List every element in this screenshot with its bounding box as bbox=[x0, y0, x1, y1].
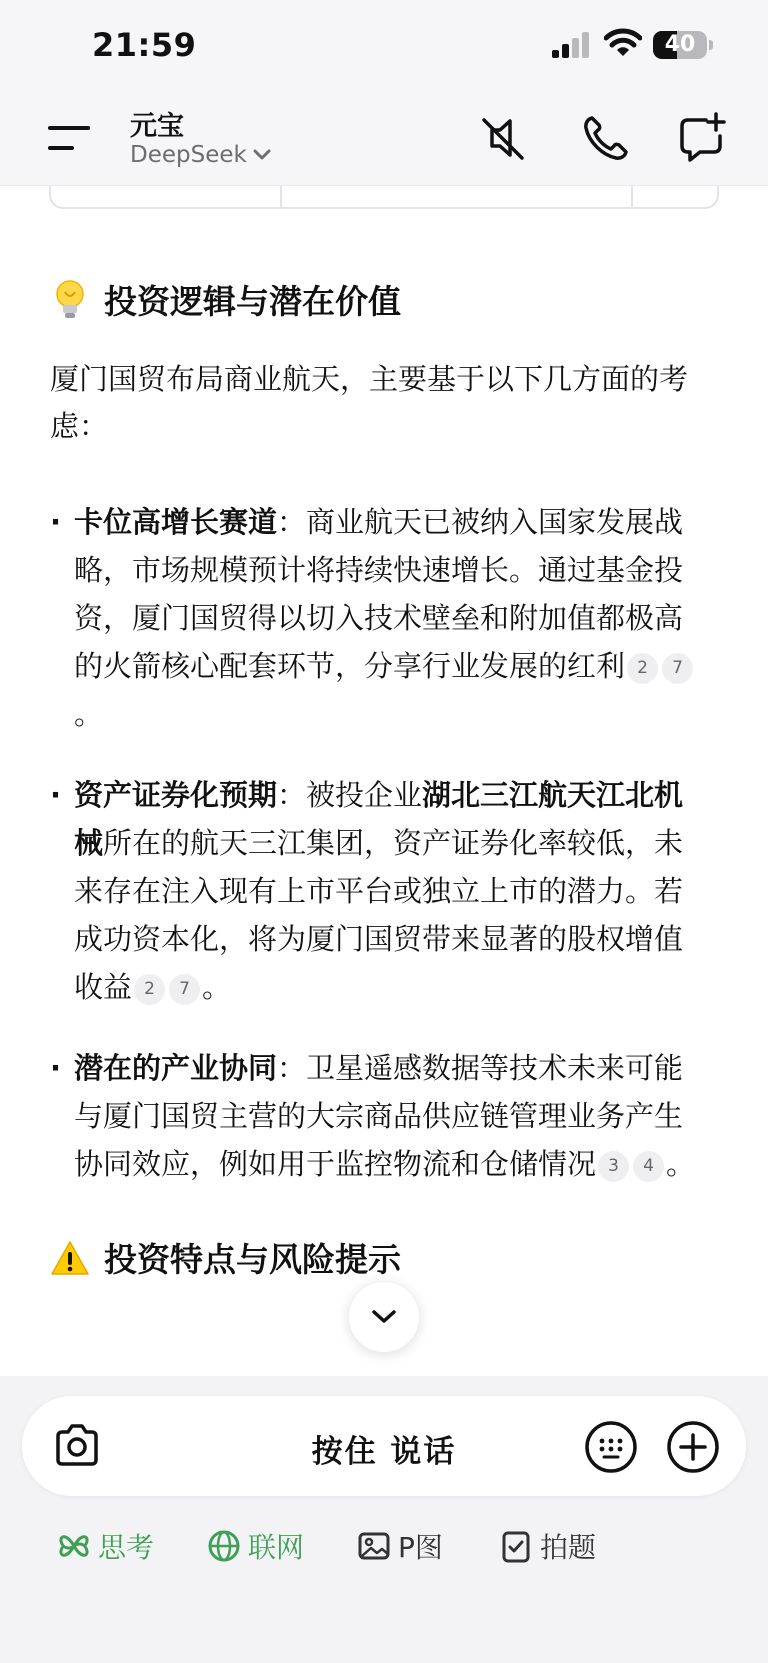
scroll-to-bottom-button[interactable] bbox=[349, 1282, 419, 1352]
chevron-down-icon bbox=[253, 149, 271, 161]
pimg-label: P图 bbox=[398, 1531, 443, 1564]
chevron-down-icon bbox=[371, 1309, 397, 1325]
deep-think-icon bbox=[56, 1528, 92, 1564]
phone-icon[interactable] bbox=[580, 112, 632, 164]
list-item bbox=[50, 771, 710, 1011]
bullet-label: 潜在的产业协同 bbox=[74, 1051, 278, 1085]
section-heading bbox=[50, 276, 401, 323]
photo-q-label: 拍题 bbox=[540, 1531, 597, 1564]
think-toggle[interactable] bbox=[56, 1526, 154, 1566]
battery-icon bbox=[653, 31, 707, 59]
model-name: DeepSeek bbox=[130, 142, 247, 168]
new-chat-icon[interactable] bbox=[676, 112, 728, 164]
citation-badge[interactable]: 3 bbox=[598, 1151, 629, 1182]
cellular-signal-icon bbox=[552, 32, 592, 58]
bullet-text: ：被投企业 bbox=[277, 778, 423, 812]
warning-icon bbox=[50, 1236, 90, 1280]
bullet-text: ：商业航天已被纳入国家发展战略，市场规模预计将持续快速增长。通过基金投资，厦门国贸得以切入技术壁垒和附加值都极高的火箭核心配套环节，分享行业发展的红利 bbox=[74, 505, 684, 683]
status-bar bbox=[0, 0, 768, 90]
bullet-text: ：卫星遥感数据等技术未来可能与厦门国贸主营的大宗商品供应链管理业务产生协同效应，例如用于监控物流和仓储情况 bbox=[74, 1051, 684, 1181]
list-item bbox=[50, 1044, 710, 1188]
image-edit-button[interactable] bbox=[356, 1526, 443, 1566]
section-heading bbox=[50, 1234, 401, 1281]
globe-icon bbox=[206, 1528, 242, 1564]
table-bottom-edge bbox=[49, 186, 719, 209]
wifi-icon bbox=[604, 28, 642, 58]
web-label: 联网 bbox=[248, 1531, 305, 1564]
citation-badge[interactable]: 7 bbox=[169, 974, 200, 1005]
intro-paragraph: 厦门国贸布局商业航天，主要基于以下几方面的考虑： bbox=[50, 362, 689, 443]
bullet-list bbox=[50, 498, 710, 1221]
speaker-mute-icon[interactable] bbox=[478, 112, 530, 164]
tool-bar bbox=[0, 1526, 768, 1586]
bullet-end: 。 bbox=[666, 1147, 696, 1181]
web-search-toggle[interactable] bbox=[206, 1526, 304, 1566]
bullet-text: 所在的航天三江集团，资产证券化率较低，未来存在注入现有上市平台或独立上市的潜力。若成功资本化，将为厦门国贸带来显著的股权增值收益 bbox=[74, 826, 684, 1004]
section-title: 投资逻辑与潜在价值 bbox=[104, 282, 401, 321]
bullet-label: 卡位高增长赛道 bbox=[74, 505, 278, 539]
status-time: 21:59 bbox=[92, 26, 197, 64]
bullet-end: 。 bbox=[74, 697, 104, 731]
hold-to-talk-button[interactable]: 按住 说话 bbox=[311, 1434, 457, 1470]
bullet-label: 资产证券化预期 bbox=[74, 778, 278, 812]
list-item bbox=[50, 498, 710, 738]
citation-badge[interactable]: 2 bbox=[627, 653, 658, 684]
clipboard-check-icon bbox=[498, 1528, 534, 1564]
lightbulb-icon bbox=[50, 278, 90, 322]
think-label: 思考 bbox=[98, 1531, 155, 1564]
model-selector[interactable] bbox=[130, 142, 271, 168]
citation-badge[interactable]: 4 bbox=[633, 1151, 664, 1182]
photo-question-button[interactable] bbox=[498, 1526, 596, 1566]
battery-level: 40 bbox=[664, 32, 696, 57]
image-icon bbox=[356, 1528, 392, 1564]
citation-badge[interactable]: 2 bbox=[134, 974, 165, 1005]
company-name: 湖北三江航天江北机械 bbox=[74, 778, 684, 860]
citation-badge[interactable]: 7 bbox=[662, 653, 693, 684]
keyboard-icon[interactable] bbox=[584, 1420, 638, 1474]
app-name: 元宝 bbox=[130, 111, 184, 142]
chat-header bbox=[0, 90, 768, 186]
section-title: 投资特点与风险提示 bbox=[104, 1240, 401, 1279]
composer-area bbox=[0, 1376, 768, 1663]
voice-input-bar[interactable] bbox=[22, 1396, 746, 1496]
chat-content[interactable] bbox=[0, 186, 768, 1376]
bullet-end: 。 bbox=[202, 970, 232, 1004]
plus-icon[interactable] bbox=[666, 1420, 720, 1474]
menu-icon[interactable] bbox=[46, 118, 94, 158]
